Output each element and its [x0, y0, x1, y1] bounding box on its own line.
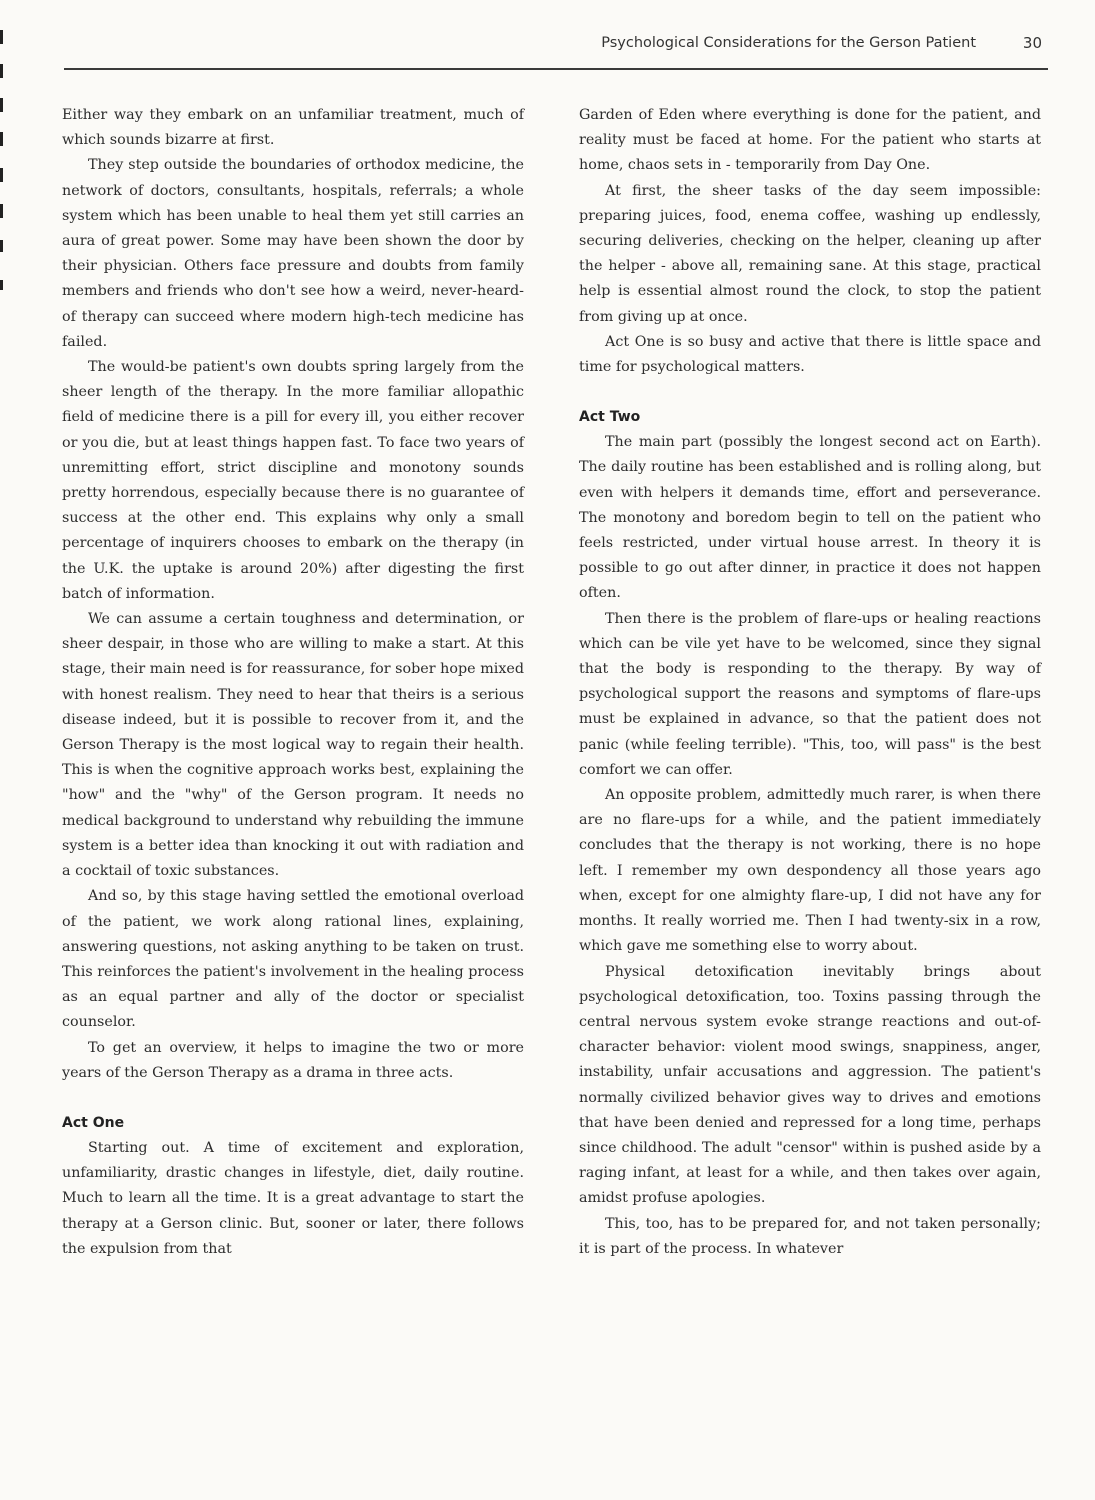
paragraph: We can assume a certain toughness and determination, or sheer despair, in those who are willing to make a start. At this stage, their main need is for reassurance, for sober hope mixed with honest realism. They need to hear that theirs is a serious disease indeed, but it is possible to recover from it, and the Gerson Therapy is the most logical way to regain their health. This is when the cognitive approach works best, explaining the "how" and the "why" of the Gerson program. It needs no medical background to understand why rebuilding the immune system is a better idea than knocking it out with radiation and a cocktail of toxic substances.: [62, 611, 524, 880]
running-head: Psychological Considerations for the Gerson Patient: [601, 35, 976, 51]
paragraph: To get an overview, it helps to imagine the two or more years of the Gerson Therapy as a drama in three acts.: [62, 1039, 524, 1081]
scan-edge-mark: [0, 132, 3, 146]
scan-edge-mark: [0, 204, 3, 218]
scan-edge-mark: [0, 168, 3, 182]
paragraph: Then there is the problem of flare-ups or healing reactions which can be vile yet have to be welcomed, since they signal that the body is responding to the therapy. By way of psychological support the reasons and symptoms of flare-ups must be explained in advance, so that the patient does not panic (while feeling terrible). "This, too, will pass" is the best comfort we can offer.: [579, 610, 1041, 778]
page-header: [64, 32, 1048, 70]
scan-edge-mark: [0, 98, 3, 112]
paragraph: Physical detoxification inevitably brings about psychological detoxification, too. Toxins passing through the central nervous system evoke strange reactions and out-of-character behavior: violent mood swings, snappiness, anger, instability, unfair accusations and aggression. The patient's normally civilized behavior gives way to drives and emotions that have been denied and repressed for a long time, perhaps since childhood. The adult "censor" within is pushed aside by a raging infant, at least for a while, and then takes over again, amidst profuse apologies.: [579, 963, 1041, 1207]
paragraph: Either way they embark on an unfamiliar treatment, much of which sounds bizarre at first.: [62, 107, 524, 149]
scan-edge-mark: [0, 64, 3, 78]
paragraph: And so, by this stage having settled the emotional overload of the patient, we work along rational lines, explaining, answering questions, not asking anything to be taken on trust. This reinforces the patient's involvement in the healing process as an equal partner and ally of the doctor or specialist counselor.: [62, 888, 524, 1031]
paragraph: This, too, has to be prepared for, and not taken personally; it is part of the process. In whatever: [579, 1215, 1041, 1257]
paragraph: They step outside the boundaries of orthodox medicine, the network of doctors, consultants, hospitals, referrals; a whole system which has been unable to heal them yet still carries an aura of great power. Some may have been shown the door by their physician. Others face pressure and doubts from family members and friends who don't see how a weird, never-heard-of therapy can succeed where modern high-tech medicine has failed.: [62, 157, 524, 350]
paragraph: The main part (possibly the longest second act on Earth). The daily routine has been established and is rolling along, but even with helpers it demands time, effort and perseverance. The monotony and boredom begin to tell on the patient who feels restricted, under virtual house arrest. In theory it is possible to go out after dinner, in practice it does not happen often.: [579, 434, 1041, 602]
page-number: 30: [1022, 34, 1042, 52]
scan-edge-mark: [0, 30, 3, 44]
scan-edge-mark: [0, 240, 3, 252]
paragraph: At first, the sheer tasks of the day seem impossible: preparing juices, food, enema coffee, washing up endlessly, securing deliveries, checking on the helper, cleaning up after the helper - above all, remaining sane. At this stage, practical help is essential almost round the clock, to stop the patient from giving up at once.: [579, 182, 1041, 325]
paragraph: Starting out. A time of excitement and exploration, unfamiliarity, drastic changes in lifestyle, diet, daily routine. Much to learn all the time. It is a great advantage to start the therapy at a Gerson clinic. But, sooner or later, there follows the expulsion from that: [62, 1139, 524, 1257]
section-heading-act-one: Act One: [62, 1114, 125, 1131]
paragraph: Act One is so busy and active that there is little space and time for psychological matters.: [579, 333, 1041, 376]
right-column: [579, 103, 1041, 1262]
paragraph: An opposite problem, admittedly much rarer, is when there are no flare-ups for a while, and the patient immediately concludes that the therapy is not working, there is no hope left. I remember my own despondency all those years ago when, except for one almighty flare-up, I did not have any for months. It really worried me. Then I had twenty-six in a row, which gave me something else to worry about.: [579, 787, 1041, 955]
left-column: [62, 103, 524, 1262]
section-heading-act-two: Act Two: [579, 409, 641, 426]
scan-edge-mark: [0, 280, 3, 290]
paragraph: The would-be patient's own doubts spring largely from the sheer length of the therapy. In the more familiar allopathic field of medicine there is a pill for every ill, you either recover or you die, but at least things happen fast. To face two years of unremitting effort, strict discipline and monotony sounds pretty horrendous, especially because there is no guarantee of success at the other end. This explains why only a small percentage of inquirers chooses to embark on the therapy (in the U.K. the uptake is around 20%) after digesting the first batch of information.: [62, 359, 524, 602]
paragraph: Garden of Eden where everything is done for the patient, and reality must be faced at home. For the patient who starts at home, chaos sets in - temporarily from Day One.: [579, 107, 1041, 174]
